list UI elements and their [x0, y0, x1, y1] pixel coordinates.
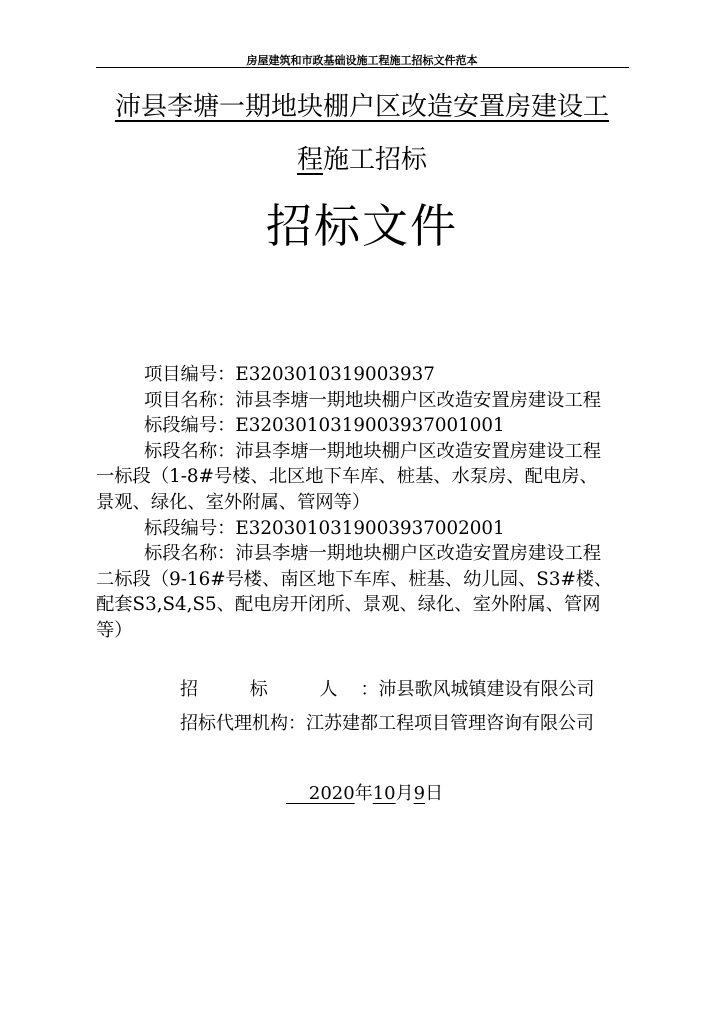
- tenderer-label: 招 标 人: [180, 679, 361, 700]
- date-day: 9: [413, 783, 426, 804]
- date-year: 2020: [308, 783, 355, 804]
- tenderer-colon: ：: [360, 679, 379, 700]
- date-month: 10: [372, 783, 396, 804]
- project-name: 项目名称：沛县李塘一期地块棚户区改造安置房建设工程: [144, 389, 602, 411]
- date-day-suffix: 日: [425, 783, 444, 804]
- section2-name-line-3: 配套S3,S4,S5、配电房开闭所、景观、绿化、室外附属、管网: [96, 594, 601, 616]
- document-title: 招标文件: [266, 199, 458, 253]
- section2-name-line-4: 等）: [96, 619, 133, 641]
- project-title-line-2: [96, 139, 628, 176]
- project-info: [96, 362, 630, 644]
- date-month-suffix: 月: [395, 783, 414, 804]
- project-title-line-1: 沛县李塘一期地块棚户区改造安置房建设工: [114, 92, 609, 122]
- section2-name-line-1: 标段名称：沛县李塘一期地块棚户区改造安置房建设工程: [144, 543, 602, 565]
- section1-name-line-3: 景观、绿化、室外附属、管网等）: [96, 491, 371, 513]
- issue-date: [286, 779, 443, 805]
- project-number: 项目编号：E3203010319003937: [144, 364, 435, 385]
- section2-name-line-2: 二标段（9-16#号楼、南区地下车库、桩基、幼儿园、S3#楼、: [96, 568, 613, 590]
- tenderer-value: 沛县歌风城镇建设有限公司: [378, 679, 595, 700]
- project-title-rest: 施工招标: [323, 145, 428, 175]
- agency-value: 江苏建都工程项目管理咨询有限公司: [306, 713, 594, 734]
- agency-line: [180, 709, 594, 735]
- section1-name-line-1: 标段名称：沛县李塘一期地块棚户区改造安置房建设工程: [144, 440, 602, 462]
- date-year-suffix: 年: [354, 783, 373, 804]
- section1-name-line-2: 一标段（1-8#号楼、北区地下车库、桩基、水泵房、配电房、: [96, 466, 598, 488]
- section2-number: 标段编号：E3203010319003937002001: [144, 517, 505, 539]
- section1-number: 标段编号：E3203010319003937001001: [144, 415, 505, 437]
- page-header: 房屋建筑和市政基础设施工程施工招标文件范本: [246, 54, 478, 67]
- project-title-underlined-char: 程: [296, 145, 323, 175]
- tenderer-line: [180, 675, 594, 701]
- header-rule: [96, 67, 629, 68]
- agency-label: 招标代理机构：: [180, 713, 306, 734]
